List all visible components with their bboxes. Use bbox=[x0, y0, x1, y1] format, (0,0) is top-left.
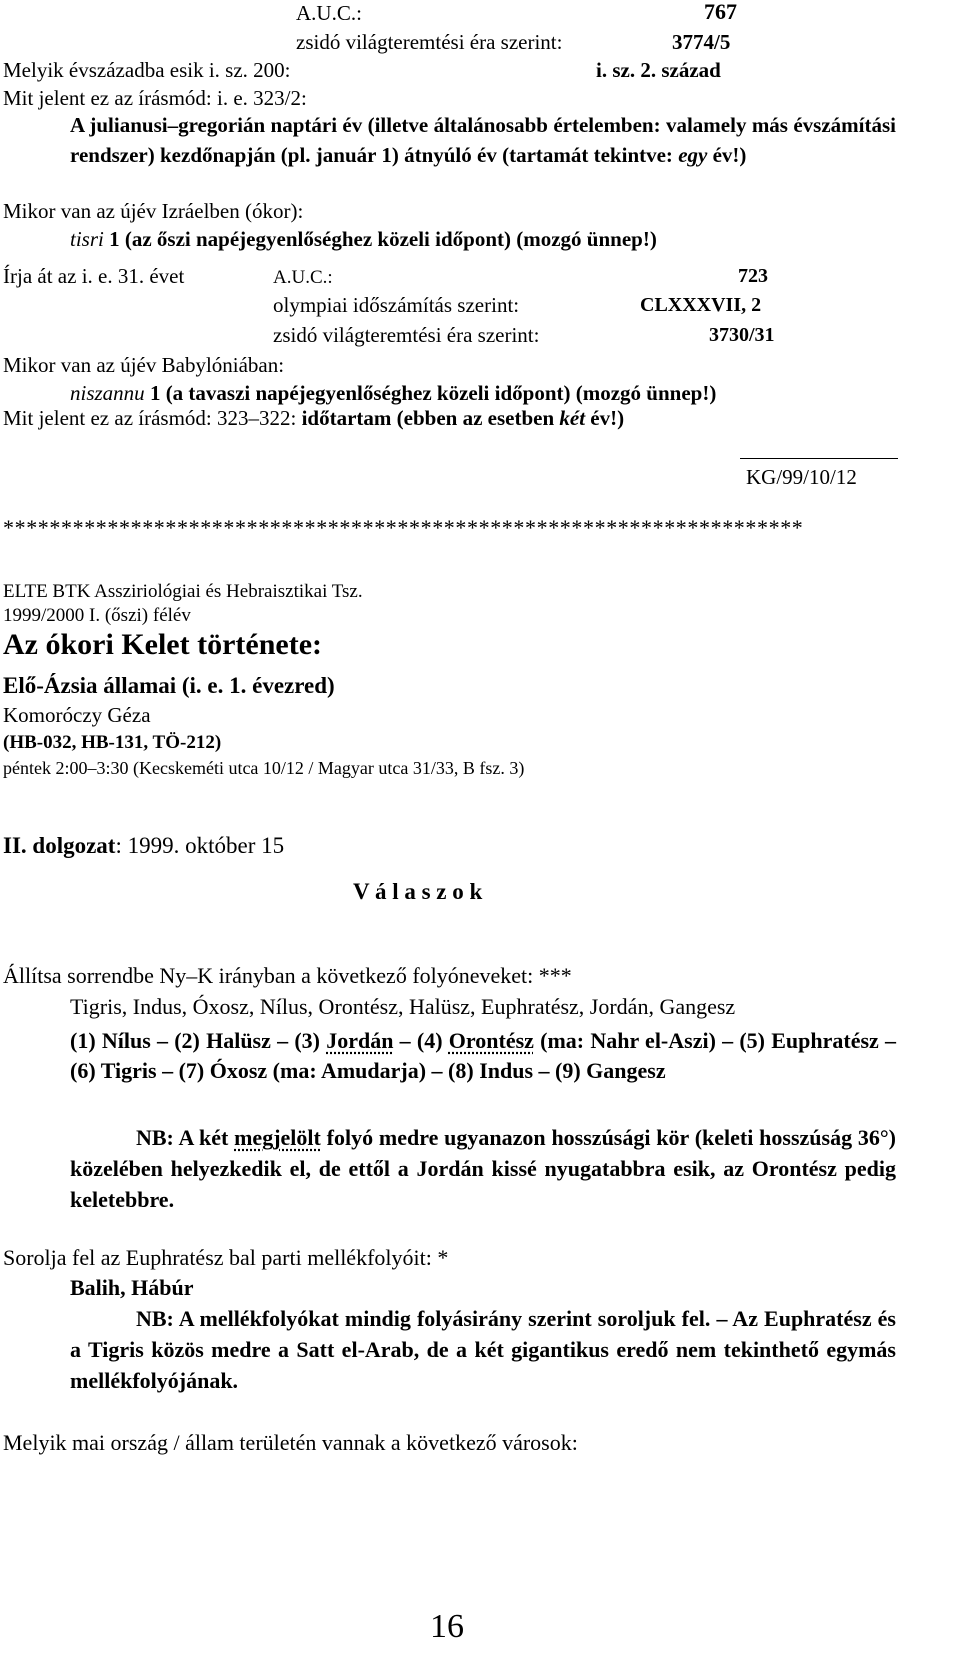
schedule: péntek 2:00–3:30 (Kecskeméti utca 10/12 / Magyar utca 31/33, B fsz. 3) bbox=[3, 758, 525, 778]
jewish-era-value: 3774/5 bbox=[672, 30, 731, 54]
span-question: Mit jelent ez az írásmód: 323–322: időtartam (ebben az esetben két év!) bbox=[3, 406, 625, 430]
jewish-era-label: zsidó világteremtési éra szerint: bbox=[296, 30, 563, 54]
test-heading: II. dolgozat: 1999. október 15 bbox=[3, 833, 285, 858]
q1-question: Állítsa sorrendbe Ny–K irányban a következő folyóneveket: *** bbox=[3, 963, 572, 988]
olympiad-value: CLXXXVII, 2 bbox=[640, 294, 762, 316]
jewish2-label: zsidó világteremtési éra szerint: bbox=[273, 323, 540, 347]
babylon-newyear-question: Mikor van az újév Babylóniában: bbox=[3, 353, 285, 377]
israel-newyear-question: Mikor van az újév Izráelben (ókor): bbox=[3, 199, 304, 223]
auc-value: 767 bbox=[704, 0, 737, 24]
q2-note: NB: A mellékfolyókat mindig folyásirány szerint soroljuk fel. – Az Euphratész és a Tigris közös medre a Satt el-Arab, de a két gigantikus eredő nem tekinthető egymás mellékfolyójának. bbox=[70, 1306, 896, 1393]
reference-rule bbox=[740, 458, 898, 459]
q3-question: Melyik mai ország / állam területén vannak a következő városok: bbox=[3, 1430, 578, 1455]
q1-answer: (1) Nílus – (2) Halüsz – (3) Jordán – (4) Orontész (ma: Nahr el-Aszi) – (5) Euphratész – (6) Tigris – (7) Óxosz (ma: Amudarja) – (8) Indus – (9) Gangesz bbox=[70, 1028, 897, 1083]
babylon-newyear-answer: niszannu 1 (a tavaszi napéjegyenlőséghez közeli időpont) (mozgó ünnep!) bbox=[70, 381, 717, 405]
reference-code: KG/99/10/12 bbox=[746, 465, 857, 489]
page-number: 16 bbox=[430, 1608, 464, 1645]
semester: 1999/2000 I. (őszi) félév bbox=[3, 605, 191, 626]
israel-newyear-answer: tisri 1 (az őszi napéjegyenlőséghez közeli időpont) (mozgó ünnep!) bbox=[70, 227, 657, 251]
century-question: Melyik évszázadba esik i. sz. 200: bbox=[3, 58, 291, 82]
q2-answer: Balih, Hábúr bbox=[70, 1275, 194, 1300]
auc2-label: A.U.C.: bbox=[273, 267, 333, 288]
department: ELTE BTK Assziriológiai és Hebraisztikai Tsz. bbox=[3, 581, 363, 602]
lecturer: Komoróczy Géza bbox=[3, 703, 151, 727]
meaning-answer: A julianusi–gregorián naptári év (illetve általánosabb értelemben: valamely más évszámítási rendszer) kezdőnapján (pl. január 1) átnyúló év (tartamát tekintve: egy év!) bbox=[70, 113, 896, 167]
jordan-marked: Jordán bbox=[326, 1028, 394, 1053]
course-title: Az ókori Kelet története: bbox=[3, 628, 323, 661]
century-answer: i. sz. 2. század bbox=[596, 58, 721, 82]
meaning-question: Mit jelent ez az írásmód: i. e. 323/2: bbox=[3, 86, 307, 110]
orontesz-marked: Orontész bbox=[448, 1028, 534, 1053]
q1-river-list: Tigris, Indus, Óxosz, Nílus, Orontész, Halüsz, Euphratész, Jordán, Gangesz bbox=[70, 994, 736, 1019]
auc-label: A.U.C.: bbox=[296, 1, 362, 25]
q2-question: Sorolja fel az Euphratész bal parti mellékfolyóit: * bbox=[3, 1245, 449, 1270]
course-codes: (HB-032, HB-131, TÖ-212) bbox=[3, 732, 222, 753]
star-separator: ********************************************************************* bbox=[3, 515, 804, 540]
olympiad-label: olympiai időszámítás szerint: bbox=[273, 293, 520, 317]
answers-title: V á l a s z o k bbox=[353, 879, 483, 904]
q1-note: NB: A két megjelölt folyó medre ugyanazon hosszúsági kör (keleti hosszúság 36°) közelében helyezkedik el, de ettől a Jordán kissé nyugatabbra esik, az Orontész pedig keletebbre. bbox=[70, 1125, 896, 1212]
jewish2-value: 3730/31 bbox=[709, 324, 775, 346]
auc2-value: 723 bbox=[738, 265, 768, 287]
rewrite-question: Írja át az i. e. 31. évet bbox=[3, 264, 185, 288]
course-subtitle: Elő-Ázsia államai (i. e. 1. évezred) bbox=[3, 673, 335, 698]
